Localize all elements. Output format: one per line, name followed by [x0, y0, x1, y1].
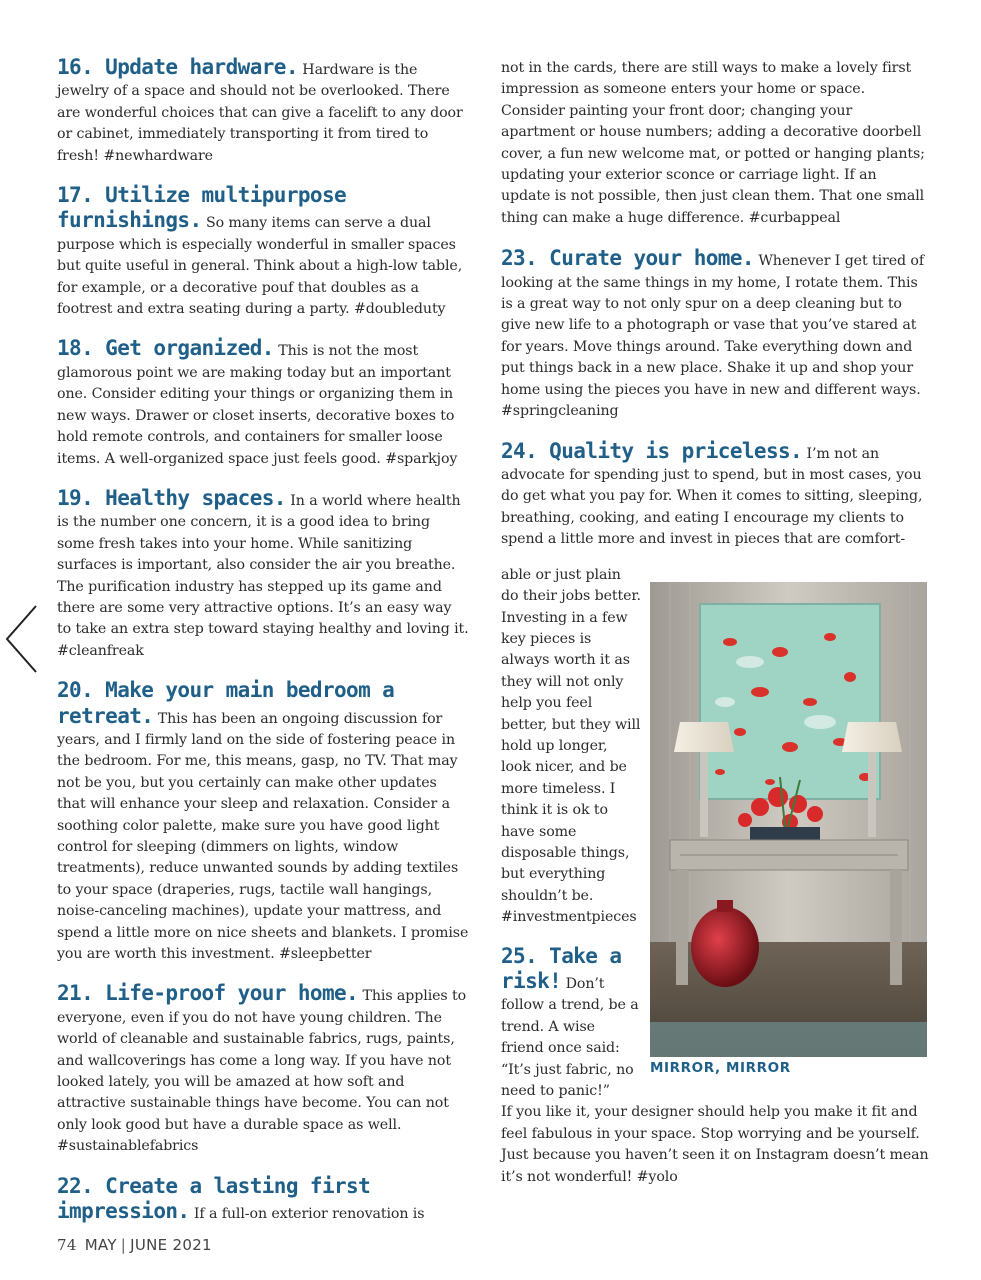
item-heading: 22. Create a lasting first impression. [57, 1173, 371, 1224]
item-heading: 16. Update hardware. [57, 55, 298, 79]
photo-caption: MIRROR, MIRROR [650, 1060, 791, 1076]
item-heading: 19. Healthy spaces. [57, 485, 286, 510]
issue-month: MAY [84, 1236, 117, 1254]
left-column [57, 56, 469, 1243]
item-heading: 18. Get organized. [57, 336, 274, 361]
item-body: Hardware is the jewelry of a space and should not be overlooked. There are wonderful choices that can give a facelift to any door or cabinet, immediately transporting it from tired to fresh! #newhardware [57, 62, 463, 164]
list-item-19 [57, 487, 469, 662]
page-footer [57, 1236, 212, 1254]
previous-page-arrow-icon[interactable] [4, 604, 40, 674]
page-number: 74 [57, 1236, 77, 1254]
item-body: If you like it, your designer should help you make it fit and feel fabulous in your space. Stop worrying and be yourself. Just because you haven’t seen it on Instagram doesn’t mean it’s not wonderful! #yolo [501, 1104, 929, 1185]
item-body: I’m not an advocate for spending just to spend, but in most cases, you do get what you pay for. When it comes to sitting, sleeping, breathing, cooking, and eating I encourage my clients to spend a little more and invest in pieces that are comfort- [501, 445, 923, 548]
issue-date: JUNE 2021 [130, 1236, 212, 1254]
item-heading: 20. Make your main bedroom a retreat. [57, 678, 395, 728]
item-body: This is not the most glamorous point we are making today but an important one. Consider editing your things or organizing them in new ways. Drawer or closet inserts, decorative boxes to hold remote controls, and containers for smaller loose items. A well-organized space just feels good. #sparkjoy [57, 343, 458, 467]
list-item-18 [57, 337, 469, 469]
item-body: In a world where health is the number one concern, it is a good idea to bring some fresh takes into your home. While sanitizing surfaces is important, also consider the air you breathe. The purification industry has stepped up its game and there are some very attractive options. It’s an easy way to take an extra step toward staying healthy and loving it. #cleanfreak [57, 492, 469, 659]
item-body-narrow: able or just plain do their jobs better. Investing in a few key pieces is always worth it as they will not only help you feel better, but they will hold up longer, look nicer, and be more timeless. I think it is ok to have some disposable things, but everything shouldn’t be. #investmentpieces [501, 566, 641, 926]
item-body: Whenever I get tired of looking at the same things in my home, I rotate them. This is a great way to not only spur on a deep cleaning but to give new life to a photograph or vase that you’ve stared at for years. Move things around. Take everything down and put things back in a new place. Shake it up and shop your home using the pieces you have in new and different ways. #springcleaning [501, 253, 924, 420]
footer-separator: | [120, 1236, 127, 1254]
list-item-20 [57, 679, 469, 965]
item-heading: 23. Curate your home. [501, 246, 754, 271]
list-item-23 [501, 247, 929, 422]
item-body: This applies to everyone, even if you do not have young children. The world of cleanable and sustainable fabrics, rugs, paints, and wallcoverings has come a long way. If you have not looked lately, you will be amazed at how soft and attractive sustainable things have become. You can not only look good but have a durable space as well. #sustainablefabrics [57, 988, 467, 1155]
item-body: This has been an ongoing discussion for years, and I firmly land on the side of fostering peace in the bedroom. For me, this means, gasp, no TV. That may not be you, but you certainly can make other updates that will enhance your sleep and relaxation. Consider a soothing color palette, make sure you have good light control for sleeping (dimmers on lights, window treatments), reduce unwanted sounds by adding textiles to your space (draperies, rugs, tactile wall hangings, noise-canceling machines), update your mattress, and spend a little more on nice sheets and blankets. I promise you are worth this investment. #sleepbetter [57, 710, 469, 963]
item-heading: 21. Life-proof your home. [57, 981, 359, 1006]
item-body: So many items can serve a dual purpose which is especially wonderful in smaller spaces but quite useful in general. Think about a high-low table, for example, or a decorative pouf that doubles as a footrest and extra seating during a party. #doubleduty [57, 215, 463, 318]
list-item-22 [57, 1175, 469, 1226]
photo-illustration [650, 582, 927, 1057]
item-body-narrow: Don’t follow a trend, be a trend. A wise friend once said: “It’s just fabric, no need to panic!” [501, 976, 639, 1100]
item-heading: 25. Take a risk! [501, 943, 622, 994]
interior-photo [650, 582, 927, 1057]
item-body: If a full-on exterior renovation is [193, 1206, 425, 1223]
list-item-17 [57, 184, 469, 320]
list-item-16 [57, 56, 469, 167]
item-22-continuation: not in the cards, there are still ways to make a lovely first impression as someone enters your home or space. Consider painting your front door; changing your apartment or house numbers; adding a decorative doorbell cover, a fun new welcome mat, or potted or hanging plants; updating your exterior sconce or carriage light. If an update is not possible, then just clean them. That one small thing can make a huge difference. #curbappeal [501, 60, 925, 226]
item-heading: 24. Quality is priceless. [501, 438, 803, 463]
list-item-21 [57, 982, 469, 1157]
item-heading: 17. Utilize multipurpose furnishings. [57, 183, 347, 233]
